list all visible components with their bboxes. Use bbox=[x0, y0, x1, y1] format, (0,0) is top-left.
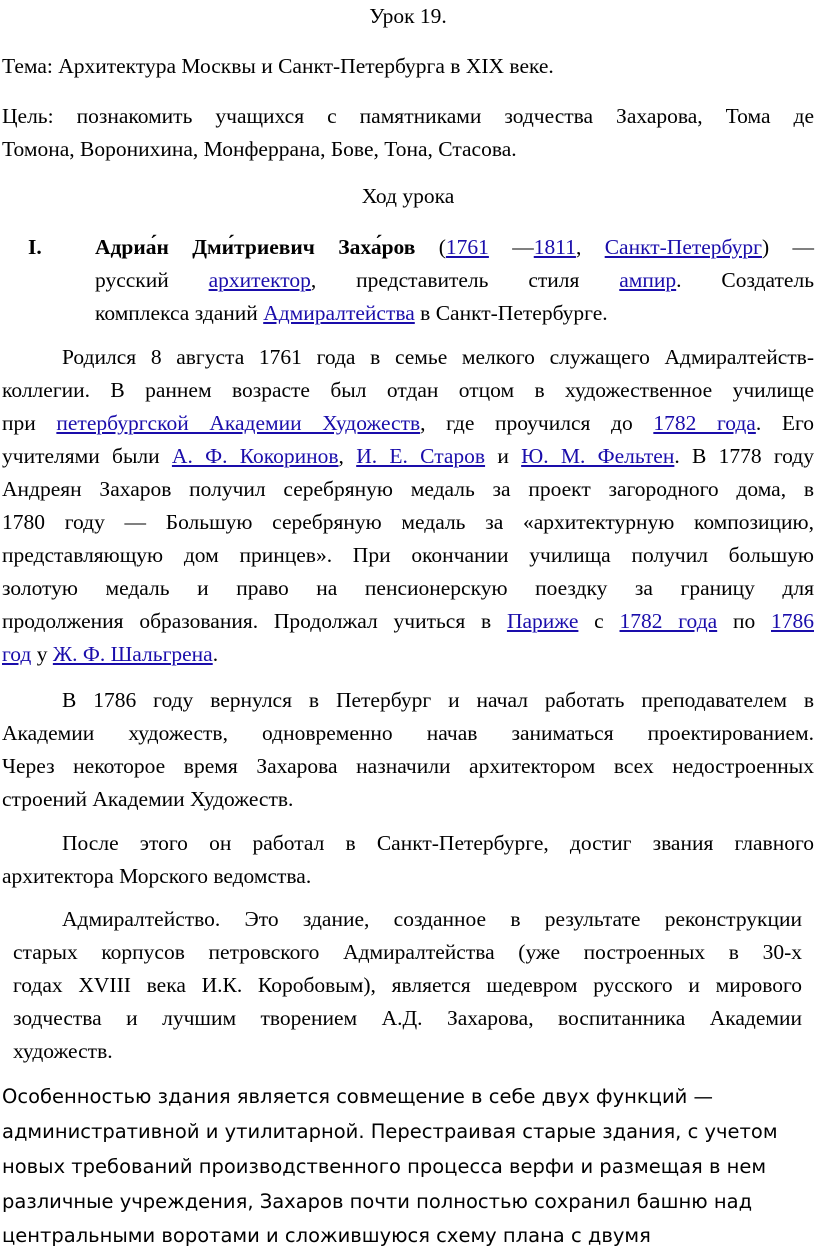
link-1811[interactable]: 1811 bbox=[533, 235, 576, 259]
link-chalgrin[interactable]: Ж. Ф. Шальгрена bbox=[52, 642, 213, 666]
p1-line-4: учителями были А. Ф. Кокоринов, И. Е. Старов и Ю. М. Фельтен. В 1778 году bbox=[2, 444, 814, 468]
section1-line-3: комплекса зданий Адмиралтейства в Санкт-Петербурге. bbox=[95, 301, 608, 325]
p1-line-9: продолжения образования. Продолжал учиться в Париже с 1782 года по 1786 bbox=[2, 609, 814, 633]
link-admiralty[interactable]: Адмиралтейства bbox=[263, 301, 415, 325]
link-starov[interactable]: И. Е. Старов bbox=[356, 444, 486, 468]
lesson-progress-heading: Ход урока bbox=[361, 184, 455, 208]
p2-line-3: Через некоторое время Захарова назначили архитектором всех недостроенных bbox=[2, 754, 814, 778]
link-felten[interactable]: Ю. М. Фельтен bbox=[521, 444, 675, 468]
person-first-name: Адриа́н Дми́триевич bbox=[95, 235, 315, 259]
link-1786-year-cont[interactable]: год bbox=[2, 642, 32, 666]
p5-line-2: административной и утилитарной. Перестраивая старые здания, с учетом bbox=[2, 1120, 778, 1143]
lesson-goal-line-2: Томона, Воронихина, Монферрана, Бове, Тона, Стасова. bbox=[2, 137, 517, 161]
p5-line-1: Особенностью здания является совмещение в себе двух функций — bbox=[2, 1085, 713, 1108]
p4-line-3: годах XVIII века И.К. Коробовым), является шедевром русского и мирового bbox=[13, 973, 802, 997]
p4-line-4: зодчества и лучшим творением А.Д. Захарова, воспитанника Академии bbox=[13, 1006, 802, 1030]
person-last-name: Заха́ров bbox=[338, 235, 416, 259]
link-saint-petersburg[interactable]: Санкт-Петербург bbox=[604, 235, 762, 259]
link-1782-year-2[interactable]: 1782 года bbox=[619, 609, 718, 633]
p4-line-5: художеств. bbox=[13, 1039, 113, 1063]
p1-line-1: Родился 8 августа 1761 года в семье мелкого служащего Адмиралтейств- bbox=[62, 345, 814, 369]
section1-line-2: русский архитектор, представитель стиля ампир. Создатель bbox=[95, 268, 815, 292]
lesson-topic: Тема: Архитектура Москвы и Санкт-Петербурга в XIX веке. bbox=[2, 54, 554, 78]
p3-line-1: После этого он работал в Санкт-Петербурге, достиг звания главного bbox=[62, 831, 814, 855]
p2-line-1: В 1786 году вернулся в Петербург и начал работать преподавателем в bbox=[62, 688, 814, 712]
link-1782-year[interactable]: 1782 года bbox=[653, 411, 756, 435]
link-1786-year[interactable]: 1786 bbox=[771, 609, 814, 633]
p5-line-4: различные учреждения, Захаров почти полностью сохранил башню над bbox=[2, 1190, 753, 1213]
lesson-number: Урок 19. bbox=[369, 4, 447, 28]
p2-line-4: строений Академии Художеств. bbox=[2, 787, 294, 811]
lesson-goal-line-1: Цель: познакомить учащихся с памятниками зодчества Захарова, Тома де bbox=[2, 104, 814, 128]
section-numeral: I. bbox=[28, 235, 42, 259]
p4-line-1: Адмиралтейство. Это здание, созданное в результате реконструкции bbox=[62, 907, 802, 931]
link-paris[interactable]: Париже bbox=[506, 609, 579, 633]
p1-line-6: 1780 году — Большую серебряную медаль за «архитектурную композицию, bbox=[2, 510, 814, 534]
link-kokorinov[interactable]: А. Ф. Кокоринов bbox=[171, 444, 339, 468]
p3-line-2: архитектора Морского ведомства. bbox=[2, 864, 312, 888]
p1-line-2: коллегии. В раннем возрасте был отдан отцом в художественное училище bbox=[2, 378, 814, 402]
p5-line-5: центральными воротами и сложившуюся схему плана с двумя bbox=[2, 1224, 651, 1247]
link-empire-style[interactable]: ампир bbox=[619, 268, 677, 292]
p1-line-5: Андреян Захаров получил серебряную медаль за проект загородного дома, в bbox=[2, 477, 814, 501]
link-1761[interactable]: 1761 bbox=[445, 235, 489, 259]
p4-line-2: старых корпусов петровского Адмиралтейства (уже построенных в 30-х bbox=[13, 940, 802, 964]
p2-line-2: Академии художеств, одновременно начав заниматься проектированием. bbox=[2, 721, 814, 745]
p1-line-10: год у Ж. Ф. Шальгрена. bbox=[2, 642, 219, 666]
p1-line-7: представляющую дом принцев». При окончании училища получил большую bbox=[2, 543, 814, 567]
section1-line-1: Адриа́н Дми́триевич Заха́ров (1761 —1811, Санкт-Петербург) — bbox=[95, 235, 815, 259]
p1-line-8: золотую медаль и право на пенсионерскую поездку за границу для bbox=[2, 576, 814, 600]
p1-line-3: при петербургской Академии Художеств, где проучился до 1782 года. Его bbox=[2, 411, 814, 435]
link-academy-of-arts[interactable]: петербургской Академии Художеств bbox=[56, 411, 421, 435]
p5-line-3: новых требований производственного процесса верфи и размещая в нем bbox=[2, 1155, 767, 1178]
link-architect[interactable]: архитектор bbox=[208, 268, 311, 292]
